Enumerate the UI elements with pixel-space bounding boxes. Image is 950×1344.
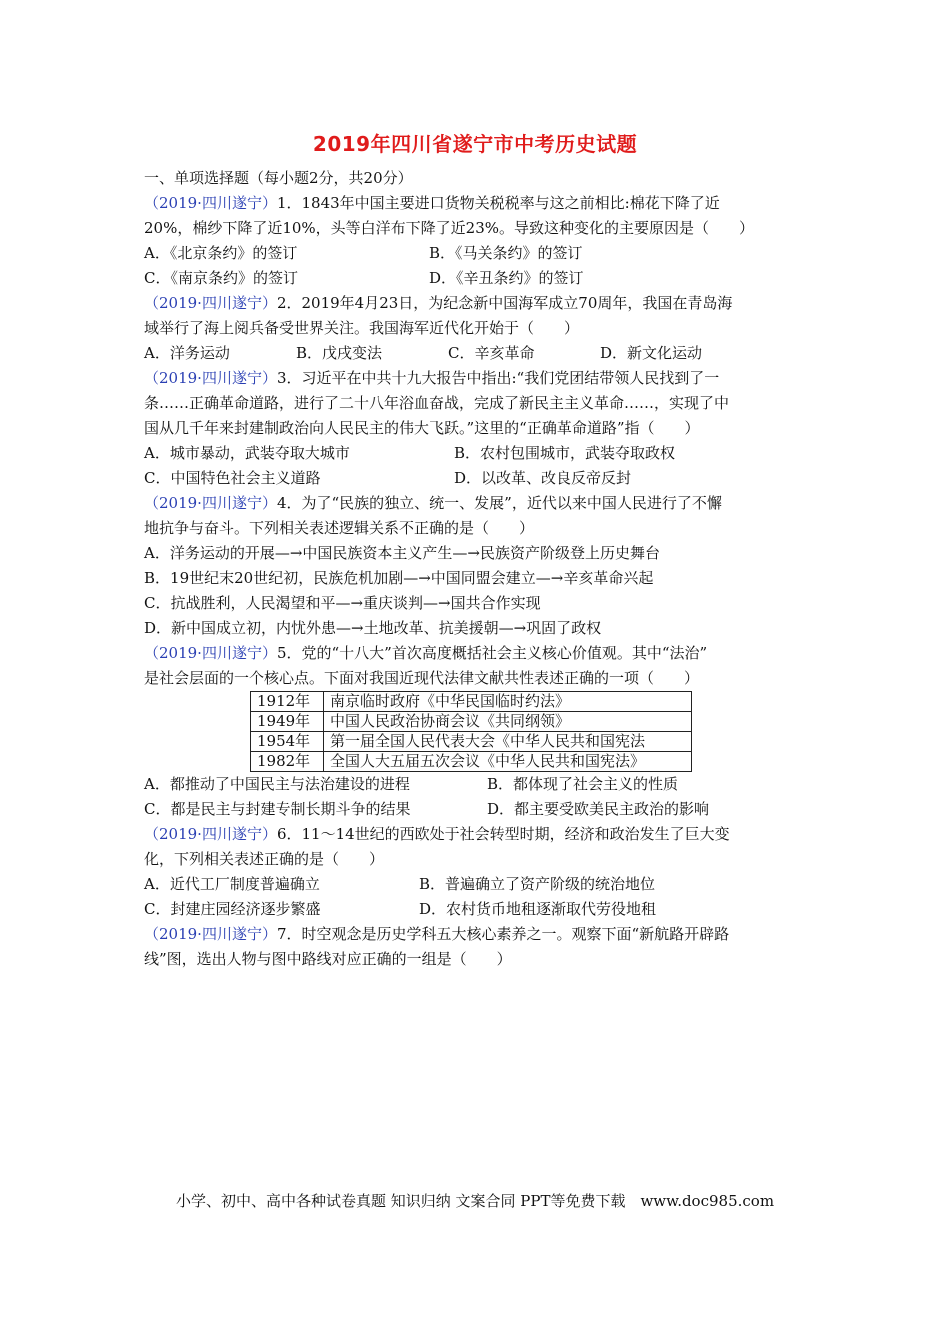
table-row [251,752,692,772]
question-2 [144,291,812,366]
question-text: 化，下列相关表述正确的是（ ） [144,850,385,868]
question-4 [144,491,812,641]
option-a: A．近代工厂制度普遍确立 [144,875,320,893]
section-heading: 一、单项选择题（每小题2分，共20分） [144,169,413,187]
option-a: A．城市暴动，武装夺取大城市 [144,444,350,462]
question-source: （2019·四川遂宁） [144,644,277,662]
option-c: C．都是民主与封建专制长期斗争的结果 [144,800,411,818]
table-cell-year: 1954年 [251,732,324,752]
question-text: 7．时空观念是历史学科五大核心素养之一。观察下面“新航路开辟路 [276,925,730,943]
question-text: 是社会层面的一个核心点。下面对我国近现代法律文献共性表述正确的一项（ ） [144,669,700,687]
table-cell-document: 南京临时政府《中华民国临时约法》 [324,692,692,712]
option-a: A．洋务运动的开展—→中国民族资本主义产生—→民族资产阶级登上历史舞台 [144,544,660,562]
option-b: B．19世纪末20世纪初，民族危机加剧—→中国同盟会建立—→辛亥革命兴起 [144,569,654,587]
page-footer: 小学、初中、高中各种试卷真题 知识归纳 文案合同 PPT等免费下载 www.doc985.com [175,1192,775,1210]
question-text: 4．为了“民族的独立、统一、发展”，近代以来中国人民进行了不懈 [276,494,722,512]
table-cell-document: 中国人民政治协商会议《共同纲领》 [324,712,692,732]
question-text: 1．1843年中国主要进口货物关税税率与这之前相比:棉花下降了近 [276,194,720,212]
option-d: D．农村货币地租逐渐取代劳役地租 [419,900,657,918]
question-source: （2019·四川遂宁） [144,369,277,387]
law-documents-table [250,691,692,772]
option-d: D．《辛丑条约》的签订 [429,269,584,287]
question-text: 3．习近平在中共十九大报告中指出:“我们党团结带领人民找到了一 [276,369,720,387]
question-source: （2019·四川遂宁） [144,294,277,312]
question-3 [144,366,812,491]
option-b: B．都体现了社会主义的性质 [487,775,679,793]
question-text: 地抗争与奋斗。下列相关表述逻辑关系不正确的是（ ） [144,519,535,537]
question-7 [144,922,812,972]
question-text: 2．2019年4月23日，为纪念新中国海军成立70周年，我国在青岛海 [276,294,733,312]
option-a: A．都推动了中国民主与法治建设的进程 [144,775,410,793]
option-b: B．农村包围城市，武装夺取政权 [454,444,676,462]
question-source: （2019·四川遂宁） [144,194,277,212]
table-cell-year: 1949年 [251,712,324,732]
question-source: （2019·四川遂宁） [144,925,277,943]
option-c: C．辛亥革命 [448,344,535,362]
option-c: C．抗战胜利，人民渴望和平—→重庆谈判—→国共合作实现 [144,594,541,612]
table-cell-year: 1912年 [251,692,324,712]
question-text: 域举行了海上阅兵备受世界关注。我国海军近代化开始于（ ） [144,319,580,337]
question-6 [144,822,812,922]
table-row [251,712,692,732]
question-text: 条……正确革命道路，进行了二十八年浴血奋战，完成了新民主主义革命……，实现了中 [144,394,730,412]
table-cell-document: 全国人大五届五次会议《中华人民共和国宪法》 [324,752,692,772]
question-source: （2019·四川遂宁） [144,494,277,512]
option-d: D．新中国成立初，内忧外患—→土地改革、抗美援朝—→巩固了政权 [144,619,602,637]
question-text: 线”图，选出人物与图中路线对应正确的一组是（ ） [144,950,512,968]
option-d: D．新文化运动 [600,344,703,362]
option-b: B．《马关条约》的签订 [429,244,583,262]
question-text: 20%，棉纱下降了近10%，头等白洋布下降了近23%。导致这种变化的主要原因是（ ） [144,219,755,237]
page-title: 2019年四川省遂宁市中考历史试题 [312,132,638,156]
option-d: D．都主要受欧美民主政治的影响 [487,800,710,818]
option-c: C．《南京条约》的签订 [144,269,298,287]
table-cell-document: 第一届全国人民代表大会《中华人民共和国宪法 [324,732,692,752]
table-row [251,692,692,712]
question-text: 6．11～14世纪的西欧处于社会转型时期，经济和政治发生了巨大变 [276,825,730,843]
exam-content [144,166,812,972]
option-b: B．戊戌变法 [296,344,383,362]
table-cell-year: 1982年 [251,752,324,772]
question-1 [144,191,812,291]
option-d: D．以改革、改良反帝反封 [454,469,632,487]
option-c: C．封建庄园经济逐步繁盛 [144,900,321,918]
option-a: A．《北京条约》的签订 [144,244,298,262]
table-row [251,732,692,752]
question-text: 5．党的“十八大”首次高度概括社会主义核心价值观。其中“法治” [276,644,708,662]
question-5 [144,641,812,822]
option-a: A．洋务运动 [144,344,230,362]
option-b: B．普遍确立了资产阶级的统治地位 [419,875,656,893]
question-text: 国从几千年来封建制政治向人民民主的伟大飞跃。”这里的“正确革命道路”指（ ） [144,419,700,437]
question-source: （2019·四川遂宁） [144,825,277,843]
option-c: C．中国特色社会主义道路 [144,469,321,487]
